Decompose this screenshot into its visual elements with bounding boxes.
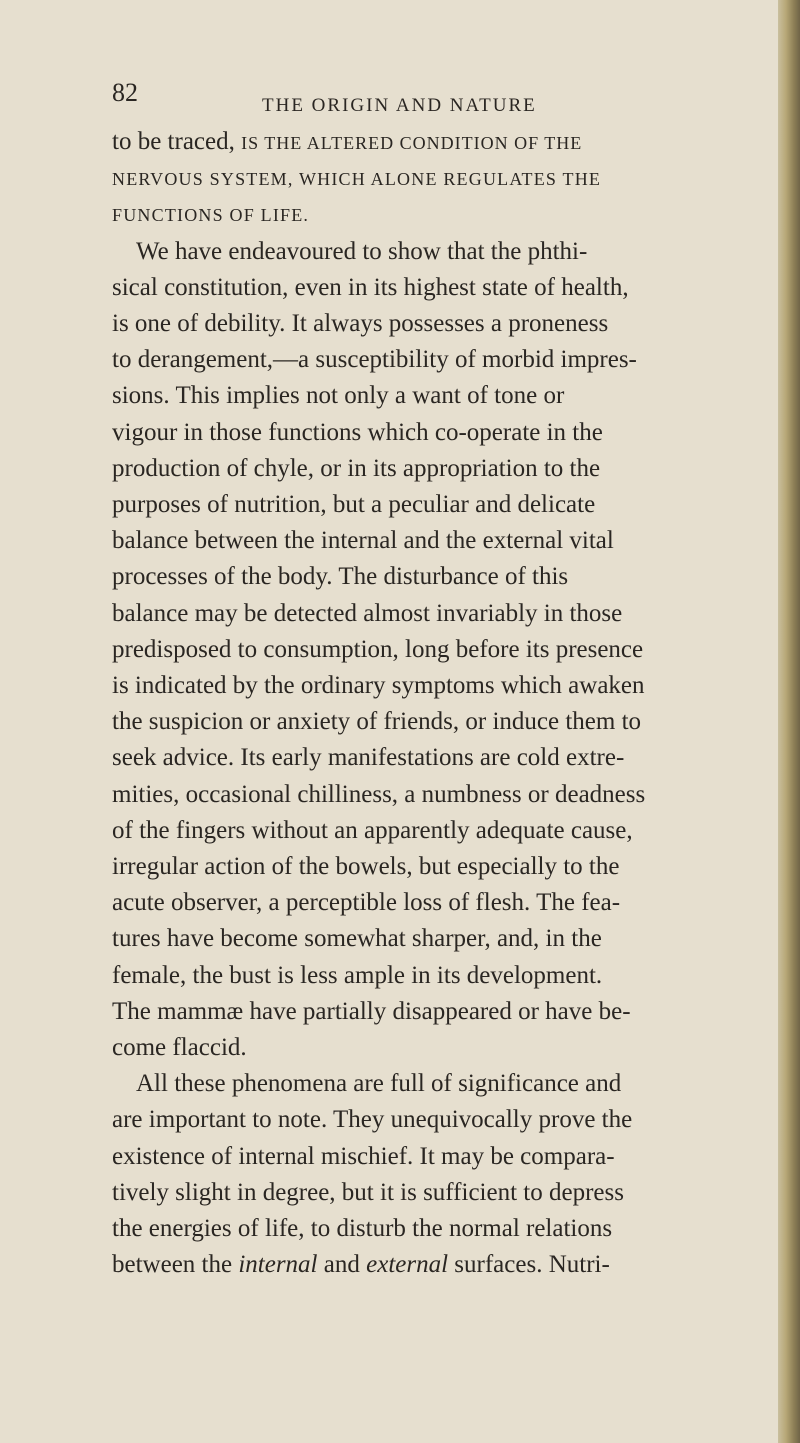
text-line: NERVOUS SYSTEM, WHICH ALONE REGULATES THE [112, 169, 602, 190]
text-line: tures have become somewhat sharper, and, in the [112, 925, 602, 953]
text-line: sical constitution, even in its highest state of health, [112, 273, 629, 301]
text-line: are important to note. They unequivocally prove the [112, 1106, 633, 1134]
paragraph-1 [112, 124, 737, 234]
text-line: The mammæ have partially disappeared or have be- [112, 997, 631, 1025]
text-line: We have endeavoured to show that the phthi- [136, 237, 588, 265]
text-line: of the fingers without an apparently adequate cause, [112, 816, 633, 844]
emphasis-external: external [366, 1251, 449, 1279]
text-line: mities, occasional chilliness, a numbness or deadness [112, 780, 646, 808]
text-line: vigour in those functions which co-operate in the [112, 418, 603, 446]
text-line: All these phenomena are full of significance and [136, 1070, 622, 1098]
text-line: acute observer, a perceptible loss of flesh. The fea- [112, 889, 621, 917]
text-line: balance between the internal and the external vital [112, 527, 614, 555]
text-line: seek advice. Its early manifestations are cold extre- [112, 744, 625, 772]
text-line: existence of internal mischief. It may be compara- [112, 1142, 615, 1170]
text-line: FUNCTIONS OF LIFE. [112, 205, 310, 226]
text-line: is one of debility. It always possesses a proneness [112, 310, 609, 338]
page-body [112, 124, 737, 1284]
running-head: THE ORIGIN AND NATURE [262, 95, 537, 116]
text-line: purposes of nutrition, but a peculiar and delicate [112, 491, 596, 519]
text-line: balance may be detected almost invariably in those [112, 599, 623, 627]
text-line: processes of the body. The disturbance of this [112, 563, 569, 591]
text-line: between the internal and external surfaces. Nutri- [112, 1251, 610, 1279]
text-line: the suspicion or anxiety of friends, or induce them to [112, 708, 642, 736]
page-edge [778, 0, 800, 1443]
text-line: irregular action of the bowels, but especially to the [112, 853, 620, 881]
paragraph-2 [112, 234, 737, 1067]
text-line: to derangement,—a susceptibility of morbid impres- [112, 346, 637, 374]
paragraph-3 [112, 1066, 737, 1283]
emphasis-internal: internal [238, 1251, 318, 1279]
text-line: to be traced, IS THE ALTERED CONDITION OF THE [112, 128, 583, 155]
text-line: is indicated by the ordinary symptoms which awaken [112, 672, 645, 700]
page-number: 82 [112, 78, 138, 107]
text-line: tively slight in degree, but it is sufficient to depress [112, 1178, 624, 1206]
text-line: come flaccid. [112, 1034, 247, 1062]
text-line: the energies of life, to disturb the normal relations [112, 1215, 613, 1243]
text-line: sions. This implies not only a want of tone or [112, 382, 565, 410]
text-line: predisposed to consumption, long before its presence [112, 635, 644, 663]
text-line: production of chyle, or in its appropriation to the [112, 454, 601, 482]
text-line: female, the bust is less ample in its development. [112, 961, 603, 989]
